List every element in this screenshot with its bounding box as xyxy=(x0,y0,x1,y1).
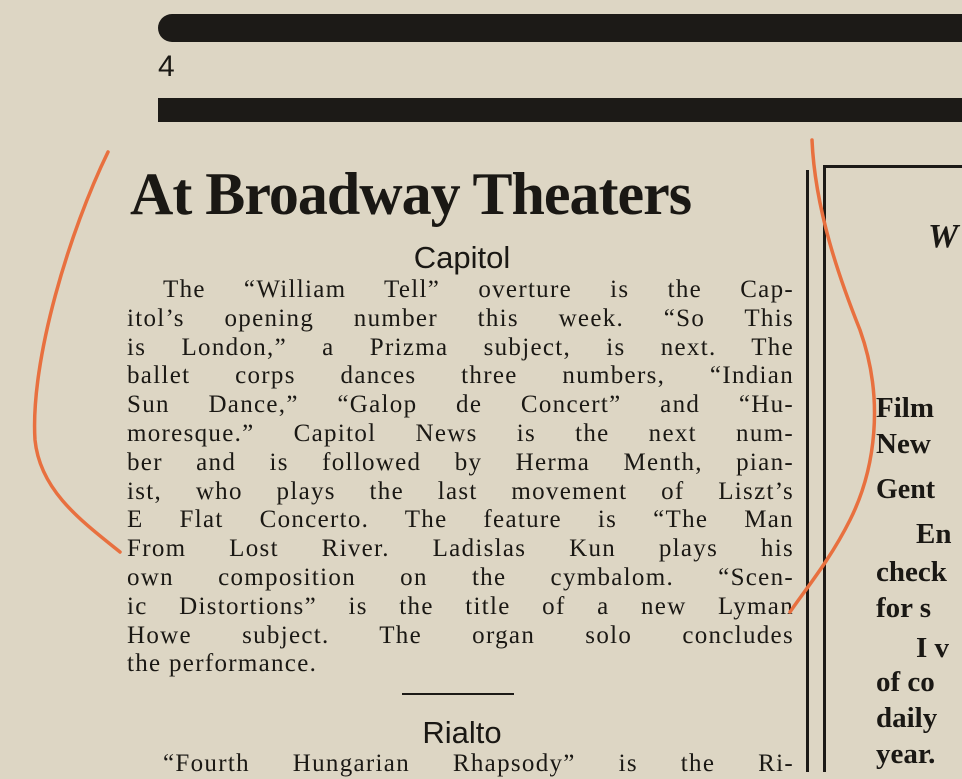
article-line: From Lost River. Ladislas Kun plays his xyxy=(127,535,794,563)
right-line: daily xyxy=(876,702,938,734)
right-line: of co xyxy=(876,666,935,698)
article-line: Howe subject. The organ solo concludes xyxy=(127,621,794,649)
article-line: The “William Tell” overture is the Cap- xyxy=(163,276,794,303)
right-line: En xyxy=(916,518,952,550)
article-line: ber and is followed by Herma Menth, pian- xyxy=(127,448,794,476)
header-rule xyxy=(158,98,962,122)
column-rule xyxy=(806,170,809,772)
right-line: Gent xyxy=(876,474,936,505)
section-divider xyxy=(402,693,514,695)
article-line: E Flat Concerto. The feature is “The Man xyxy=(127,506,794,534)
article-line: Sun Dance,” “Galop de Concert” and “Hu- xyxy=(127,391,794,419)
left-bracket-mark xyxy=(35,152,120,552)
right-line: check xyxy=(876,556,947,588)
section-title-capitol: Capitol xyxy=(413,240,511,275)
article-line: “Fourth Hungarian Rhapsody” is the Ri- xyxy=(163,750,794,777)
right-line: I v xyxy=(916,632,950,664)
article-line: ist, who plays the last movement of Liszt’s xyxy=(127,477,794,505)
article-line: is London,” a Prizma subject, is next. The xyxy=(127,333,794,361)
column-rule-outer xyxy=(823,165,826,772)
right-line: for s xyxy=(876,592,932,624)
article-line: moresque.” Capitol News is the next num- xyxy=(127,419,794,447)
right-line: New xyxy=(876,428,931,460)
capitol-article xyxy=(127,276,794,679)
article-line: itol’s opening number this week. “So This xyxy=(127,304,794,332)
article-line: ballet corps dances three numbers, “Indian xyxy=(127,362,794,390)
article-line: the performance. xyxy=(127,650,318,678)
right-line: Film xyxy=(876,392,934,424)
right-line: year. xyxy=(876,738,936,770)
right-heading-fragment: W xyxy=(928,218,959,255)
section-title-rialto: Rialto xyxy=(422,715,502,750)
right-column-fragment xyxy=(876,0,962,772)
top-rule xyxy=(158,14,962,42)
article-line: ic Distortions” is the title of a new Lyman xyxy=(127,592,794,620)
article-line: own composition on the cymbalom. “Scen- xyxy=(127,563,794,591)
right-bracket-mark xyxy=(790,140,874,612)
rialto-article xyxy=(127,750,794,779)
page-number: 4 xyxy=(158,50,175,83)
page-headline: At Broadway Theaters xyxy=(130,161,692,227)
